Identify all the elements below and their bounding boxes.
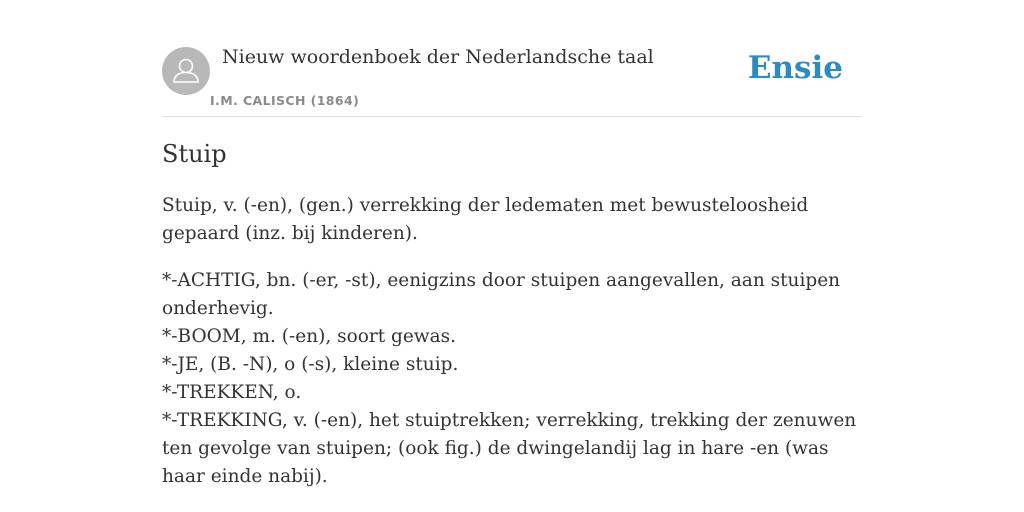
source-header — [162, 44, 862, 117]
book-title-link[interactable]: Nieuw woordenboek der Nederlandsche taal — [222, 46, 654, 68]
entry-headword: Stuip — [162, 140, 227, 168]
derivation-item: *-TREKKING, v. (-en), het stuiptrekken; verrekking, trekking der zenuwen ten gevolge van stuipen; (ook fig.) de dwingelandij lag in hare -en (was haar einde nabij). — [162, 410, 857, 487]
entry-definition — [162, 192, 862, 510]
author-label[interactable]: I.M. CALISCH (1864) — [210, 93, 360, 108]
ensie-logo-link[interactable]: Ensie — [747, 50, 843, 86]
user-silhouette-icon — [162, 47, 210, 95]
derivations-list — [162, 267, 862, 491]
derivation-item: *-TREKKEN, o. — [162, 382, 302, 403]
derivation-item: *-JE, (B. -N), o (-s), kleine stuip. — [162, 354, 459, 375]
derivation-item: *-BOOM, m. (-en), soort gewas. — [162, 326, 457, 347]
derivation-item: *-ACHTIG, bn. (-er, -st), eenigzins door stuipen aangevallen, aan stuipen onderhevig. — [162, 270, 841, 319]
main-definition: Stuip, v. (-en), (gen.) verrekking der ledematen met bewusteloosheid gepaard (inz. bij kinderen). — [162, 195, 809, 244]
avatar[interactable] — [162, 47, 210, 95]
